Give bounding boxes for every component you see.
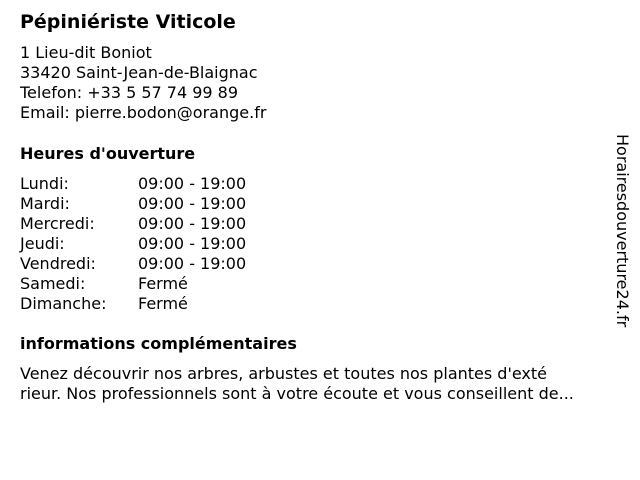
time-value: 09:00 - 19:00 bbox=[138, 174, 247, 193]
day-label: Samedi: bbox=[20, 274, 86, 293]
day-label: Lundi: bbox=[20, 174, 69, 193]
address-line-2: 33420 Saint-Jean-de-Blaignac bbox=[20, 63, 258, 82]
hours-row-mardi bbox=[20, 194, 246, 214]
time-value: Fermé bbox=[138, 274, 188, 293]
opening-hours-table bbox=[20, 174, 246, 314]
time-value: 09:00 - 19:00 bbox=[138, 254, 247, 273]
day-label: Vendredi: bbox=[20, 254, 96, 273]
day-label: Mardi: bbox=[20, 194, 70, 213]
additional-info-heading: informations complémentaires bbox=[20, 334, 297, 353]
phone-number: Telefon: +33 5 57 74 99 89 bbox=[20, 83, 239, 102]
info-line-2: rieur. Nos professionnels sont à votre écoute et vous conseillent de... bbox=[20, 384, 574, 403]
time-value: Fermé bbox=[138, 294, 188, 313]
hours-row-jeudi bbox=[20, 234, 246, 254]
day-label: Jeudi: bbox=[20, 234, 65, 253]
business-name: Pépiniériste Viticole bbox=[20, 11, 236, 33]
address-line-1: 1 Lieu-dit Boniot bbox=[20, 43, 152, 62]
additional-info-text bbox=[20, 364, 624, 404]
site-watermark: Horairesdouverture24.fr bbox=[613, 134, 632, 328]
hours-row-vendredi bbox=[20, 254, 246, 274]
email-address: Email: pierre.bodon@orange.fr bbox=[20, 103, 267, 122]
day-label: Mercredi: bbox=[20, 214, 95, 233]
info-line-1: Venez découvrir nos arbres, arbustes et toutes nos plantes d'exté bbox=[20, 364, 548, 383]
hours-row-mercredi bbox=[20, 214, 246, 234]
day-label: Dimanche: bbox=[20, 294, 107, 313]
contact-block bbox=[20, 43, 266, 123]
opening-hours-heading: Heures d'ouverture bbox=[20, 144, 196, 163]
hours-row-dimanche bbox=[20, 294, 246, 314]
time-value: 09:00 - 19:00 bbox=[138, 214, 247, 233]
time-value: 09:00 - 19:00 bbox=[138, 234, 247, 253]
hours-row-lundi bbox=[20, 174, 246, 194]
hours-row-samedi bbox=[20, 274, 246, 294]
time-value: 09:00 - 19:00 bbox=[138, 194, 247, 213]
